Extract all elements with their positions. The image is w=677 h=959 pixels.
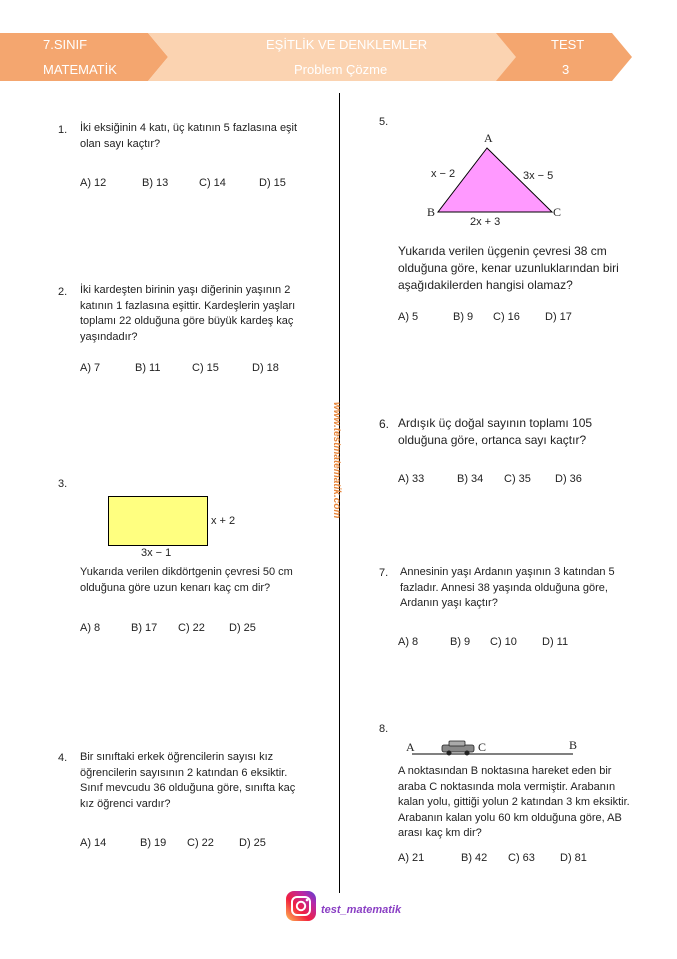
vertex-b-label: B	[427, 205, 436, 219]
question-2-options	[80, 362, 279, 374]
vertex-c-label: C	[553, 205, 562, 219]
test-number: 3	[562, 62, 570, 77]
question-5-text: Yukarıda verilen üçgenin çevresi 38 cm olduğuna göre, kenar uzunluklarından biri aşağıdakilerden hangisi olamaz?	[398, 244, 619, 292]
option-d[interactable]: D) 81	[560, 852, 587, 864]
option-c[interactable]: C) 14	[199, 177, 226, 189]
question-5-number: 5.	[379, 116, 389, 128]
question-2-number: 2.	[58, 286, 68, 298]
svg-text:www.testmatematik.com: www.testmatematik.com	[331, 402, 342, 519]
option-b[interactable]: B) 34	[457, 473, 484, 485]
question-6-options	[398, 473, 582, 485]
point-a-label: A	[406, 740, 415, 754]
rectangle-side-label: x + 2	[211, 515, 236, 527]
side-left-label: x − 2	[431, 168, 456, 180]
option-c[interactable]: C) 10	[490, 636, 517, 648]
question-1-number: 1.	[58, 124, 68, 136]
option-c[interactable]: C) 22	[178, 622, 205, 634]
option-a[interactable]: A) 7	[80, 362, 101, 374]
question-3-options	[80, 622, 256, 634]
option-b[interactable]: B) 13	[142, 177, 169, 189]
option-b[interactable]: B) 11	[135, 362, 161, 374]
question-7-text: Annesinin yaşı Ardanın yaşının 3 katından 5 fazladır. Annesi 38 yaşında olduğuna göre, Ardanın yaşı kaçtır?	[400, 566, 615, 609]
question-6-text: Ardışık üç doğal sayının toplamı 105 olduğuna göre, ortanca sayı kaçtır?	[398, 416, 593, 447]
option-a[interactable]: A) 5	[398, 311, 419, 323]
option-c[interactable]: C) 15	[192, 362, 219, 374]
point-b-label: B	[569, 738, 578, 752]
question-5-options	[398, 311, 572, 323]
option-a[interactable]: A) 8	[80, 622, 101, 634]
question-3-number: 3.	[58, 478, 68, 490]
page-subtitle: Problem Çözme	[294, 62, 388, 77]
rectangle-bottom-label: 3x − 1	[141, 547, 172, 559]
rectangle-figure	[108, 496, 208, 546]
option-b[interactable]: B) 9	[453, 311, 474, 323]
option-a[interactable]: A) 12	[80, 177, 107, 189]
option-a[interactable]: A) 21	[398, 852, 425, 864]
point-c-label: C	[478, 740, 487, 754]
side-bottom-label: 2x + 3	[470, 216, 501, 228]
option-a[interactable]: A) 33	[398, 473, 425, 485]
option-b[interactable]: B) 42	[461, 852, 488, 864]
option-d[interactable]: D) 18	[252, 362, 279, 374]
question-6-number: 6.	[379, 417, 390, 431]
question-4-number: 4.	[58, 752, 68, 764]
grade-label: 7.SINIF	[43, 37, 88, 52]
side-right-label: 3x − 5	[523, 170, 554, 182]
option-d[interactable]: D) 36	[555, 473, 582, 485]
question-1-options	[80, 177, 286, 189]
question-8-number: 8.	[379, 723, 389, 735]
page-title: EŞİTLİK VE DENKLEMLER	[266, 37, 428, 52]
question-3-text: Yukarıda verilen dikdörtgenin çevresi 50 cm olduğuna göre uzun kenarı kaç cm dir?	[80, 566, 293, 594]
option-b[interactable]: B) 19	[140, 837, 167, 849]
option-a[interactable]: A) 8	[398, 636, 419, 648]
question-7-options	[398, 636, 568, 648]
vertex-a-label: A	[484, 131, 493, 145]
question-8-options	[398, 852, 587, 864]
option-b[interactable]: B) 9	[450, 636, 471, 648]
instagram-icon[interactable]	[285, 890, 317, 922]
option-d[interactable]: D) 25	[239, 837, 266, 849]
option-a[interactable]: A) 14	[80, 837, 107, 849]
instagram-handle[interactable]: test_matematik	[321, 904, 402, 916]
option-c[interactable]: C) 63	[508, 852, 535, 864]
question-4-options	[80, 837, 266, 849]
option-d[interactable]: D) 11	[542, 636, 569, 648]
car-icon	[442, 741, 474, 756]
watermark-url	[327, 400, 347, 545]
option-d[interactable]: D) 17	[545, 311, 572, 323]
question-1-text: İki eksiğinin 4 katı, üç katının 5 fazlasına eşit olan sayı kaçtır?	[80, 122, 298, 150]
option-c[interactable]: C) 35	[504, 473, 531, 485]
subject-label: MATEMATİK	[43, 62, 117, 77]
question-7-number: 7.	[379, 567, 389, 579]
option-c[interactable]: C) 22	[187, 837, 214, 849]
option-d[interactable]: D) 25	[229, 622, 256, 634]
option-d[interactable]: D) 15	[259, 177, 286, 189]
option-c[interactable]: C) 16	[493, 311, 520, 323]
question-8-text: A noktasından B noktasına hareket eden bir araba C noktasında mola vermiştir. Arabanın kalan yolu, gittiği yolun 2 katından 3 km eksiktir. Arabanın kalan yolu 60 km olduğuna göre, AB arası kaç km dir?	[398, 765, 630, 839]
road-figure	[395, 736, 595, 761]
test-label: TEST	[551, 37, 585, 52]
question-2-text: İki kardeşten birinin yaşı diğerinin yaşının 2 katının 1 fazlasına eşittir. Kardeşlerin yaşları toplamı 22 olduğuna göre büyük kardeş kaç yaşındadır?	[80, 284, 296, 343]
option-b[interactable]: B) 17	[131, 622, 158, 634]
question-4-text: Bir sınıftaki erkek öğrencilerin sayısı kız öğrencilerin sayısının 2 katından 6 eksiktir. Sınıf mevcudu 36 olduğuna göre, sınıfta kaç kız öğrenci vardır?	[80, 751, 296, 810]
